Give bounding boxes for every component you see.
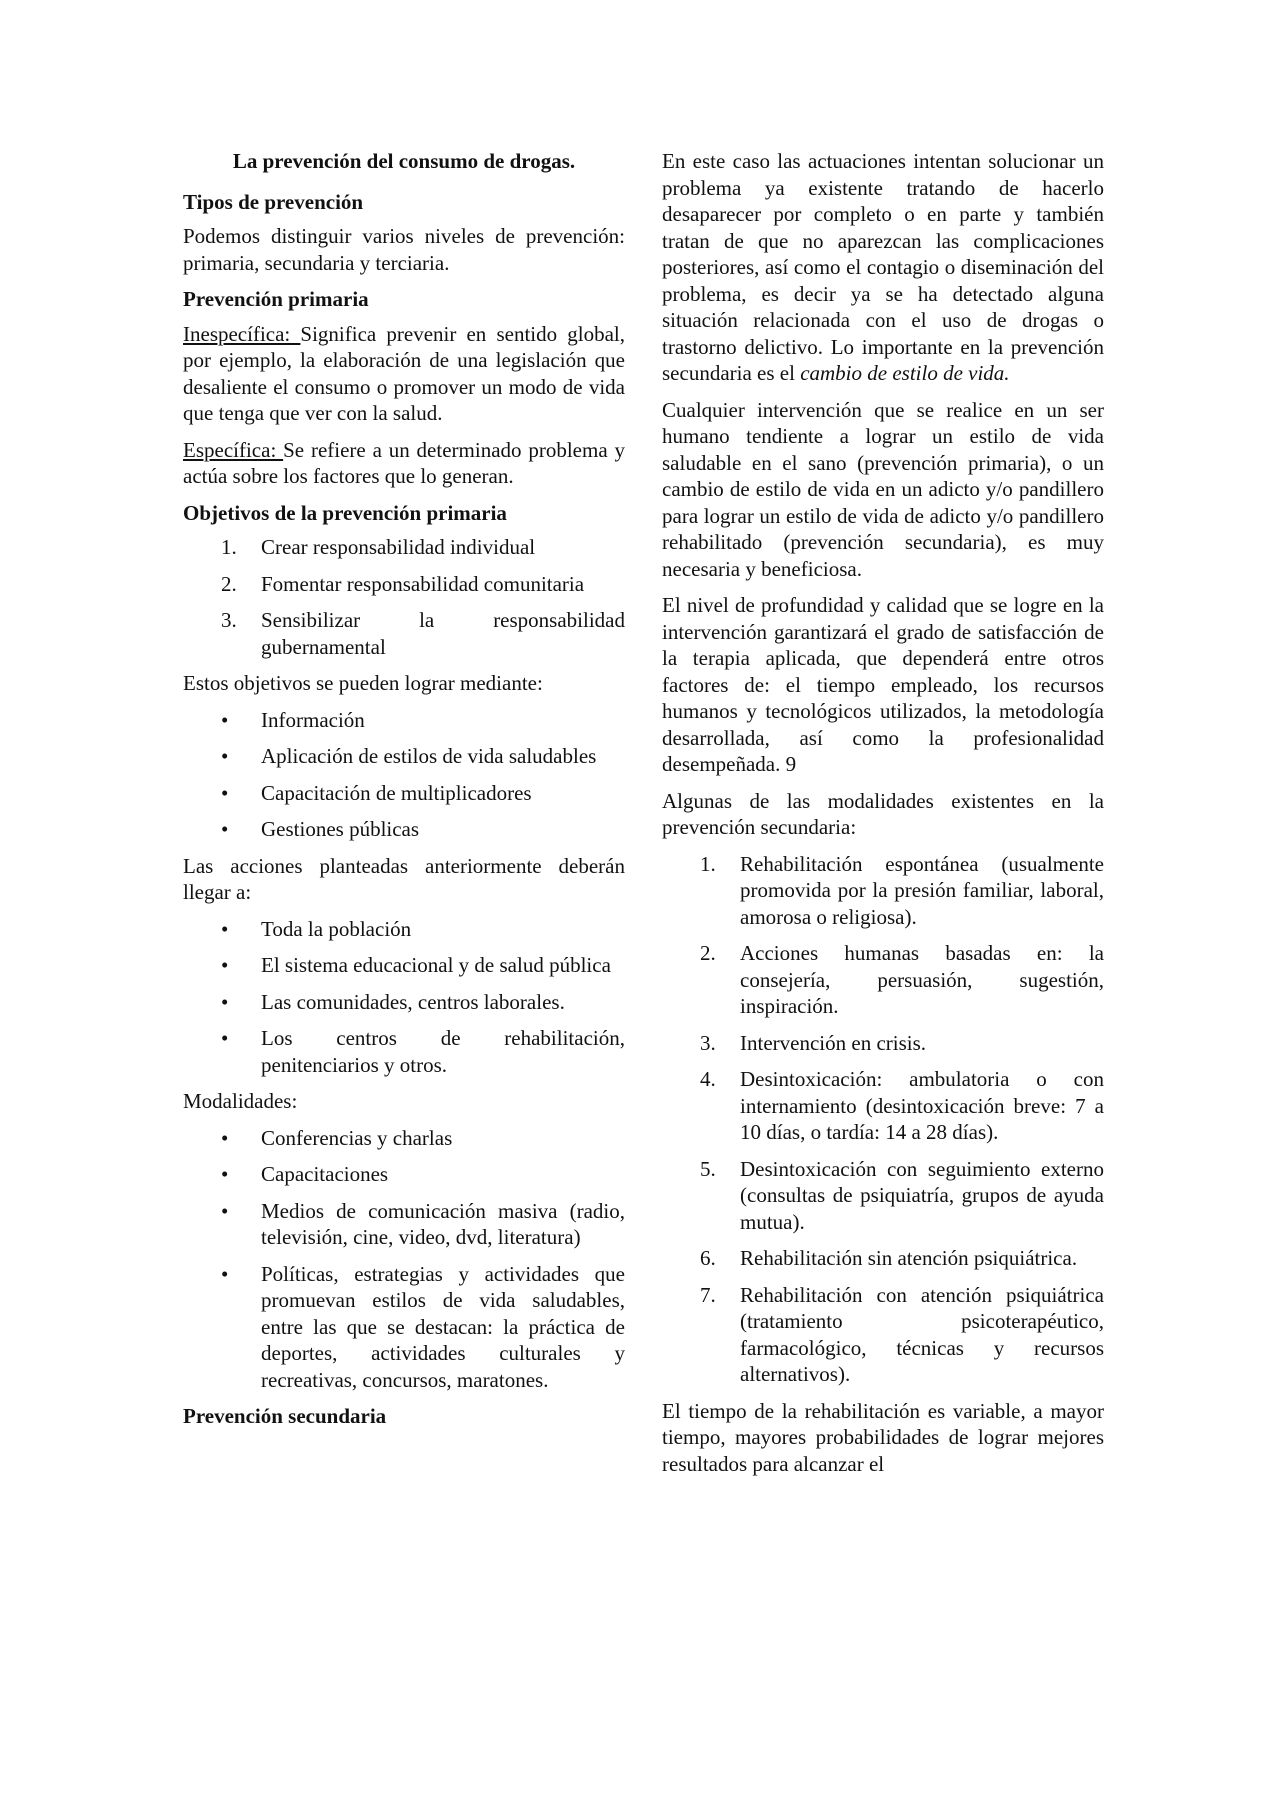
list-item-text: Acciones humanas basadas en: la consejería, persuasión, sugestión, inspiración. bbox=[740, 941, 1104, 1018]
list-number: 5. bbox=[700, 1156, 716, 1181]
heading-secundaria: Prevención secundaria bbox=[183, 1404, 387, 1428]
list-objetivos bbox=[183, 534, 625, 660]
left-column bbox=[183, 148, 625, 1438]
bullet-marker: • bbox=[221, 1261, 229, 1286]
list-number: 2. bbox=[221, 571, 237, 596]
heading-primaria: Prevención primaria bbox=[183, 287, 369, 311]
list-number: 1. bbox=[221, 535, 237, 559]
list-item bbox=[183, 1261, 625, 1394]
list-item-text: Rehabilitación espontánea (usualmente promovida por la presión familiar, laboral, amorosa o religiosa). bbox=[740, 851, 1104, 929]
list-item bbox=[662, 1066, 1104, 1146]
list-item bbox=[183, 1125, 625, 1152]
list-item-text: Políticas, estrategias y actividades que promuevan estilos de vida saludables, entre las que se destacan: la práctica de deportes, actividades culturales y recreativas, concursos, maratones. bbox=[261, 1261, 625, 1392]
paragraph-inespecifica bbox=[183, 321, 625, 427]
heading-tipos: Tipos de prevención bbox=[183, 189, 364, 214]
list-item-text: Las comunidades, centros laborales. bbox=[261, 989, 565, 1014]
list-item-text: Gestiones públicas bbox=[261, 817, 420, 841]
list-item-text: Los centros de rehabilitación, penitenciarios y otros. bbox=[261, 1026, 625, 1077]
list-item-text: Medios de comunicación masiva (radio, televisión, cine, video, dvd, literatura) bbox=[261, 1198, 625, 1249]
paragraph-intervencion: Cualquier intervención que se realice en un ser humano tendiente a lograr un estilo de vida saludable en el sano (prevención primaria), o un cambio de estilo de vida en un adicto y/o pandillero para lograr un estilo de vida de adicto y/o pandillero rehabilitado (prevención secundaria), es muy necesaria y beneficiosa. bbox=[662, 397, 1104, 581]
list-mediante bbox=[183, 707, 625, 843]
list-item bbox=[183, 916, 625, 943]
list-item-text: Desintoxicación con seguimiento externo (consultas de psiquiatría, grupos de ayuda mutua). bbox=[740, 1156, 1104, 1234]
list-modalidades-secundaria bbox=[662, 851, 1104, 1388]
bullet-marker: • bbox=[221, 1162, 229, 1186]
list-item-text: Desintoxicación: ambulatoria o con internamiento (desintoxicación breve: 7 a 10 días, o tardía: 14 a 28 días). bbox=[740, 1067, 1104, 1144]
list-item-text: Toda la población bbox=[261, 916, 412, 941]
list-number: 6. bbox=[700, 1246, 716, 1270]
bullet-marker: • bbox=[221, 989, 229, 1014]
paragraph-secundaria-intro bbox=[662, 148, 1104, 387]
paragraph-especifica bbox=[183, 437, 625, 490]
list-item-text: Sensibilizar la responsabilidad gubernamental bbox=[261, 608, 625, 659]
bullet-marker: • bbox=[221, 953, 229, 977]
list-number: 3. bbox=[700, 1030, 716, 1055]
list-item bbox=[183, 1198, 625, 1251]
bullet-marker: • bbox=[221, 1125, 229, 1150]
list-item-text: Fomentar responsabilidad comunitaria bbox=[261, 571, 585, 596]
list-item bbox=[662, 851, 1104, 931]
bullet-marker: • bbox=[221, 1198, 229, 1223]
list-item bbox=[662, 1156, 1104, 1236]
list-number: 3. bbox=[221, 608, 237, 632]
paragraph-acciones: Las acciones planteadas anteriormente deberán llegar a: bbox=[183, 853, 625, 904]
list-item bbox=[183, 743, 625, 770]
list-item-text: Rehabilitación sin atención psiquiátrica. bbox=[740, 1246, 1078, 1270]
paragraph-mediante: Estos objetivos se pueden lograr mediante: bbox=[183, 671, 543, 695]
bullet-marker: • bbox=[221, 780, 229, 805]
list-number: 7. bbox=[700, 1282, 716, 1307]
list-modalidades bbox=[183, 1125, 625, 1394]
list-item bbox=[183, 816, 625, 843]
list-acciones bbox=[183, 916, 625, 1079]
label-inespecifica: Inespecífica: bbox=[183, 321, 301, 346]
text-secundaria-intro: En este caso las actuaciones intentan solucionar un problema ya existente tratando de hacerlo desaparecer por completo o en parte y también tratan de que no aparezcan las complicaciones posteriores, así como el contagio o diseminación del problema, es decir ya se ha detectado alguna situación relacionada con el uso de drogas o trastorno delictivo. Lo importante en la prevención secundaria es el bbox=[662, 149, 1104, 385]
list-number: 1. bbox=[700, 851, 716, 876]
list-item-text: Capacitación de multiplicadores bbox=[261, 780, 532, 805]
list-item bbox=[183, 952, 625, 979]
list-item-text: El sistema educacional y de salud pública bbox=[261, 953, 611, 977]
list-item-text: Conferencias y charlas bbox=[261, 1125, 453, 1150]
list-item-text: Rehabilitación con atención psiquiátrica (tratamiento psicoterapéutico, farmacológico, técnicas y recursos alternativos). bbox=[740, 1282, 1104, 1386]
list-item bbox=[183, 989, 625, 1016]
text-especifica: Se refiere a un determinado problema y actúa sobre los factores que lo generan. bbox=[183, 437, 625, 488]
document-title: La prevención del consumo de drogas. bbox=[232, 149, 576, 173]
list-item bbox=[183, 780, 625, 807]
list-item-text: Capacitaciones bbox=[261, 1162, 389, 1186]
list-item bbox=[662, 1245, 1104, 1272]
paragraph-nivel-profundidad: El nivel de profundidad y calidad que se logre en la intervención garantizará el grado de satisfacción de la terapia aplicada, que dependerá entre otros factores de: el tiempo empleado, los recursos humanos y tecnológicos utilizados, la metodología desarrollada, así como la profesionalidad desempeñada. 9 bbox=[662, 593, 1104, 776]
text-inespecifica: Significa prevenir en sentido global, por ejemplo, la elaboración de una legislación que desaliente el consumo o promover un modo de vida que tenga que ver con la salud. bbox=[183, 321, 625, 425]
paragraph-tiempo-rehabilitacion: El tiempo de la rehabilitación es variable, a mayor tiempo, mayores probabilidades de lograr mejores resultados para alcanzar el bbox=[662, 1398, 1104, 1476]
bullet-marker: • bbox=[221, 744, 229, 768]
list-item bbox=[183, 607, 625, 660]
list-item bbox=[662, 1030, 1104, 1057]
bullet-marker: • bbox=[221, 707, 229, 732]
paragraph-tipos: Podemos distinguir varios niveles de prevención: primaria, secundaria y terciaria. bbox=[183, 224, 625, 275]
list-item bbox=[662, 1282, 1104, 1388]
paragraph-modalidades: Modalidades: bbox=[183, 1089, 298, 1113]
bullet-marker: • bbox=[221, 916, 229, 941]
list-item-text: Aplicación de estilos de vida saludables bbox=[261, 744, 597, 768]
text-cambio-estilo: cambio de estilo de vida. bbox=[800, 361, 1010, 385]
list-item bbox=[183, 1025, 625, 1078]
list-item bbox=[662, 940, 1104, 1020]
list-item bbox=[183, 571, 625, 598]
list-number: 4. bbox=[700, 1067, 716, 1091]
list-item-text: Información bbox=[261, 707, 365, 732]
list-item bbox=[183, 534, 625, 561]
right-column bbox=[662, 148, 1104, 1487]
list-number: 2. bbox=[700, 941, 716, 965]
list-item-text: Crear responsabilidad individual bbox=[261, 535, 536, 559]
label-especifica: Específica: bbox=[183, 437, 284, 462]
list-item-text: Intervención en crisis. bbox=[740, 1030, 927, 1055]
heading-objetivos: Objetivos de la prevención primaria bbox=[183, 500, 507, 525]
list-item bbox=[183, 707, 625, 734]
bullet-marker: • bbox=[221, 817, 229, 841]
bullet-marker: • bbox=[221, 1026, 229, 1050]
paragraph-modalidades-secundaria: Algunas de las modalidades existentes en la prevención secundaria: bbox=[662, 788, 1104, 839]
list-item bbox=[183, 1161, 625, 1188]
